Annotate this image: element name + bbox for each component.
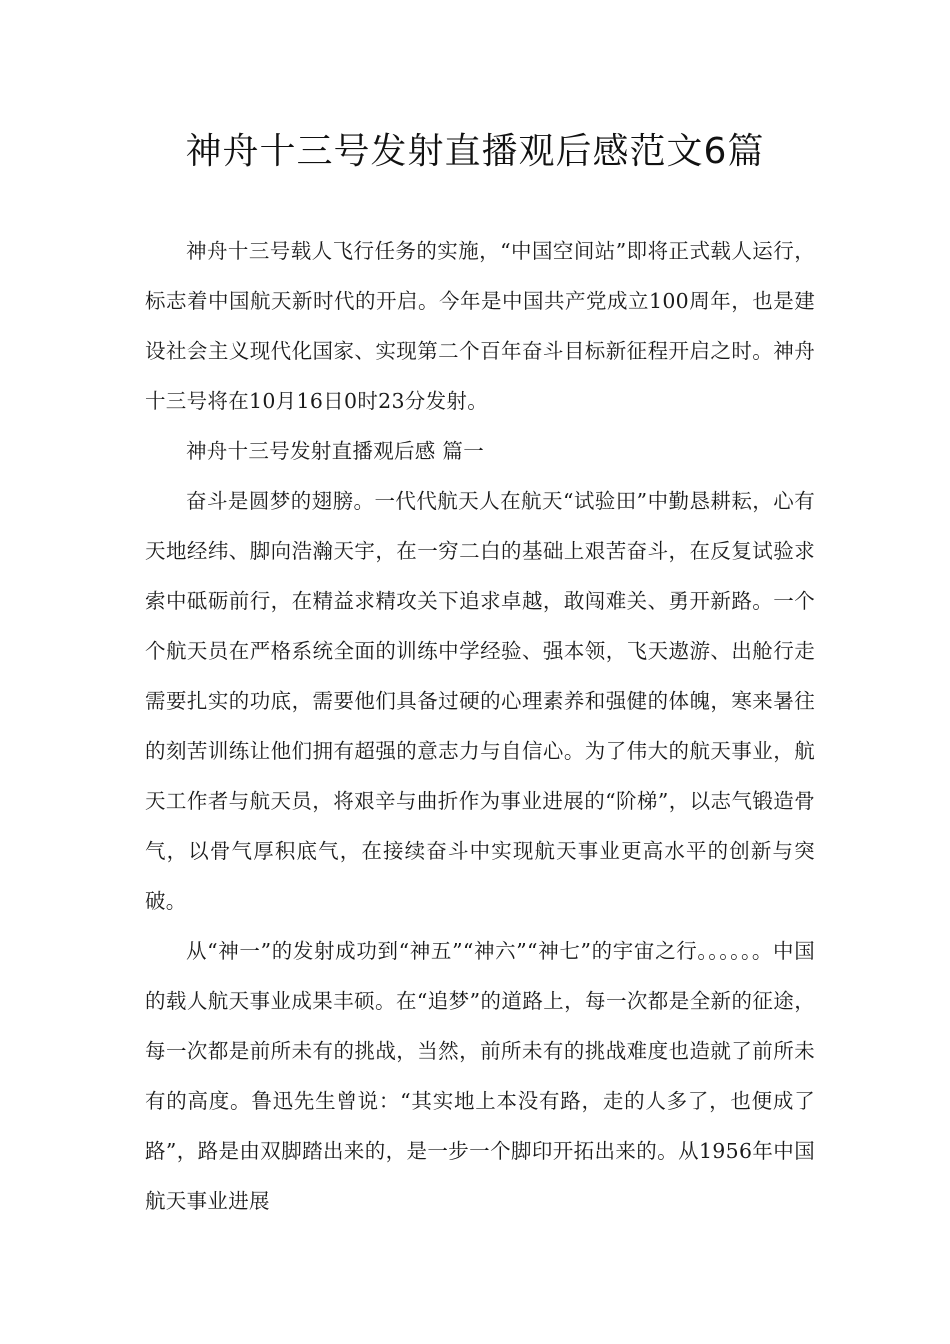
document-body — [145, 226, 815, 1226]
paragraph-intro: 神舟十三号载人飞行任务的实施，“中国空间站”即将正式载人运行，标志着中国航天新时代的开启。今年是中国共产党成立100周年，也是建设社会主义现代化国家、实现第二个百年奋斗目标新征程开启之时。神舟十三号将在10月16日0时23分发射。 — [145, 239, 815, 413]
paragraph-struggle: 奋斗是圆梦的翅膀。一代代航天人在航天“试验田”中勤恳耕耘，心有天地经纬、脚向浩瀚天宇，在一穷二白的基础上艰苦奋斗，在反复试验求索中砥砺前行，在精益求精攻关下追求卓越，敢闯难关、勇开新路。一个个航天员在严格系统全面的训练中学经验、强本领，飞天遨游、出舱行走需要扎实的功底，需要他们具备过硬的心理素养和强健的体魄，寒来暑往的刻苦训练让他们拥有超强的意志力与自信心。为了伟大的航天事业，航天工作者与航天员，将艰辛与曲折作为事业进展的“阶梯”，以志气锻造骨气，以骨气厚积底气，在接续奋斗中实现航天事业更高水平的创新与突破。 — [145, 489, 815, 913]
document-title: 神舟十三号发射直播观后感范文6篇 — [185, 131, 765, 172]
paragraph-history: 从“神一”的发射成功到“神五”“神六”“神七”的宇宙之行。。。。。。中国的载人航天事业成果丰硕。在“追梦”的道路上，每一次都是全新的征途，每一次都是前所未有的挑战，当然，前所未有的挑战难度也造就了前所未有的高度。鲁迅先生曾说：“其实地上本没有路，走的人多了，也便成了路”，路是由双脚踏出来的，是一步一个脚印开拓出来的。从1956年中国航天事业进展 — [145, 939, 815, 1213]
section-heading: 神舟十三号发射直播观后感 篇一 — [186, 439, 485, 463]
